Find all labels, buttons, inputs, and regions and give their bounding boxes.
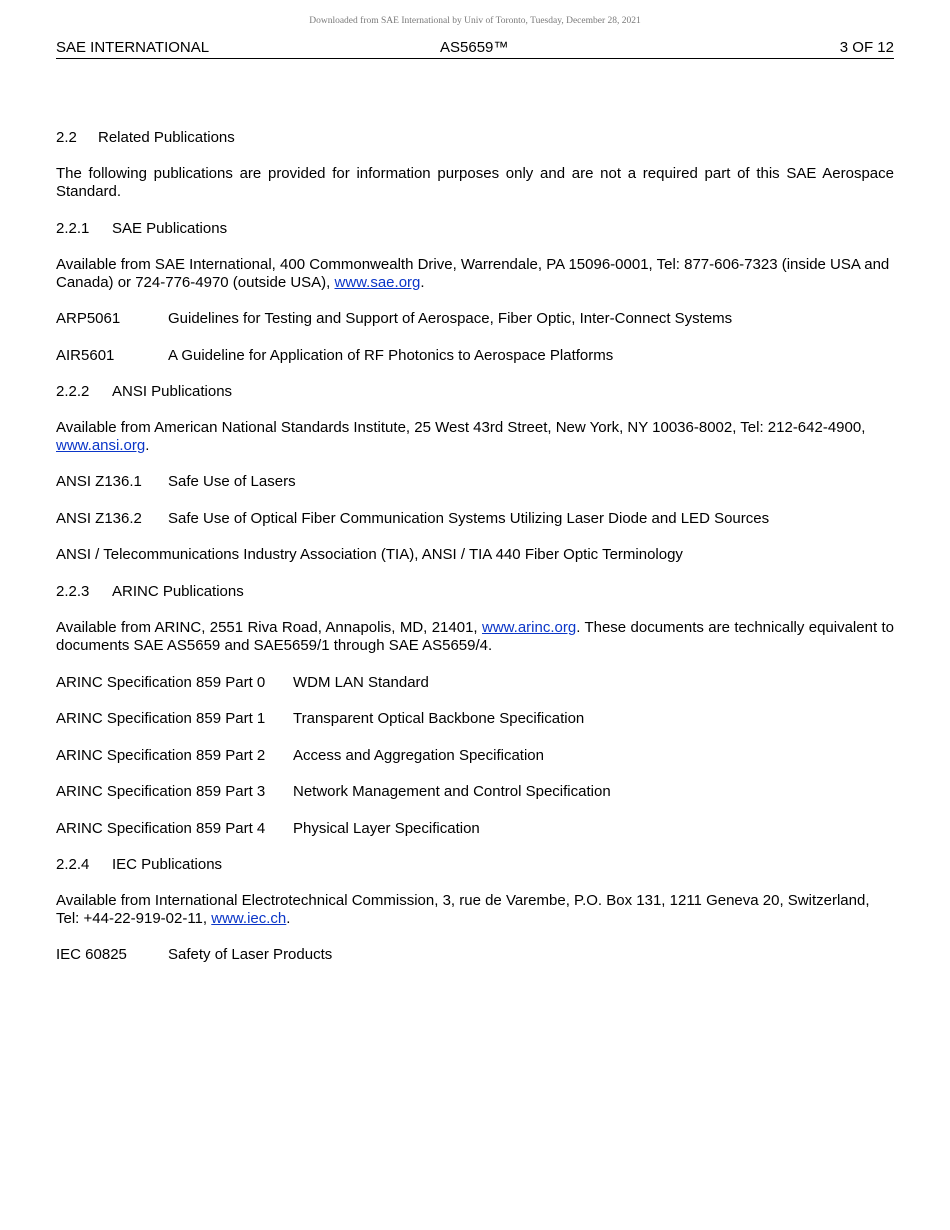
header-document-id: AS5659™ [440,39,509,56]
reference-code: ARINC Specification 859 Part 0 [56,674,266,691]
reference-entry [56,747,894,765]
reference-entry [56,473,894,491]
reference-code: IEC 60825 [56,946,127,963]
section-heading-2-2-3 [56,583,894,601]
iec-availability-paragraph: Available from International Electrotechnical Commission, 3, rue de Varembe, P.O. Box 131, 1211 Geneva 20, Switzerland, Tel: +44-22-919-02-11, www.iec.ch. [56,892,870,927]
reference-code: ANSI Z136.1 [56,473,142,490]
header-page-number: 3 OF 12 [839,39,894,56]
reference-title: Network Management and Control Specification [293,783,611,800]
section-number: 2.2.4 [56,856,90,873]
reference-entry [56,783,894,801]
reference-code: ARINC Specification 859 Part 2 [56,747,266,764]
reference-entry [56,820,894,838]
reference-entry [56,310,894,328]
section-title: IEC Publications [112,856,223,873]
section-title: SAE Publications [112,220,228,237]
reference-entry [56,710,894,728]
reference-title: Safe Use of Optical Fiber Communication Systems Utilizing Laser Diode and LED Sources [168,510,770,527]
reference-code: ARINC Specification 859 Part 4 [56,820,266,837]
reference-code: ARINC Specification 859 Part 1 [56,710,266,727]
section-title: ARINC Publications [112,583,244,600]
section-title: ANSI Publications [112,383,233,400]
section-title: Related Publications [98,129,235,146]
reference-title: WDM LAN Standard [293,674,429,691]
sae-website-link[interactable]: www.sae.org [334,274,421,291]
reference-code: ARP5061 [56,310,121,327]
reference-entry [56,510,894,528]
section-heading-2-2 [56,129,894,147]
section-number: 2.2 [56,129,77,146]
reference-title: Physical Layer Specification [293,820,480,837]
header-publisher: SAE INTERNATIONAL [56,39,210,56]
reference-entry-tia: ANSI / Telecommunications Industry Association (TIA), ANSI / TIA 440 Fiber Optic Terminology [56,546,683,563]
reference-title: A Guideline for Application of RF Photonics to Aerospace Platforms [168,347,614,364]
reference-entry [56,674,894,692]
arinc-website-link[interactable]: www.arinc.org [481,619,577,636]
reference-code: ANSI Z136.2 [56,510,142,527]
section-number: 2.2.2 [56,383,90,400]
download-watermark: Downloaded from SAE International by Univ of Toronto, Tuesday, December 28, 2021 [309,16,641,26]
reference-entry [56,347,894,365]
reference-title: Safety of Laser Products [168,946,333,963]
reference-entry [56,946,894,964]
reference-title: Guidelines for Testing and Support of Aerospace, Fiber Optic, Inter-Connect Systems [168,310,733,327]
ansi-availability-paragraph: Available from American National Standards Institute, 25 West 43rd Street, New York, NY 10036-8002, Tel: 212-642-4900, www.ansi.org. [56,419,866,454]
ansi-website-link[interactable]: www.ansi.org [56,437,146,454]
section-number: 2.2.1 [56,220,90,237]
section-heading-2-2-2 [56,383,894,401]
reference-code: AIR5601 [56,347,115,364]
section-heading-2-2-1 [56,220,894,238]
section-number: 2.2.3 [56,583,90,600]
reference-title: Access and Aggregation Specification [293,747,544,764]
sae-availability-paragraph: Available from SAE International, 400 Commonwealth Drive, Warrendale, PA 15096-0001, Tel: 877-606-7323 (inside USA and Canada) or 724-776-4970 (outside USA), www.sae.org. [56,256,890,291]
section-intro-paragraph: The following publications are provided for information purposes only and are not a required part of this SAE Aerospace Standard. [56,165,894,200]
reference-title: Safe Use of Lasers [168,473,296,490]
page-header [56,39,894,59]
section-heading-2-2-4 [56,856,894,874]
arinc-availability-paragraph: Available from ARINC, 2551 Riva Road, Annapolis, MD, 21401, www.arinc.org. These documents are technically equivalent to documents SAE AS5659 and SAE5659/1 through SAE AS5659/4. [56,619,894,654]
reference-code: ARINC Specification 859 Part 3 [56,783,266,800]
reference-title: Transparent Optical Backbone Specification [293,710,585,727]
iec-website-link[interactable]: www.iec.ch [211,910,287,927]
